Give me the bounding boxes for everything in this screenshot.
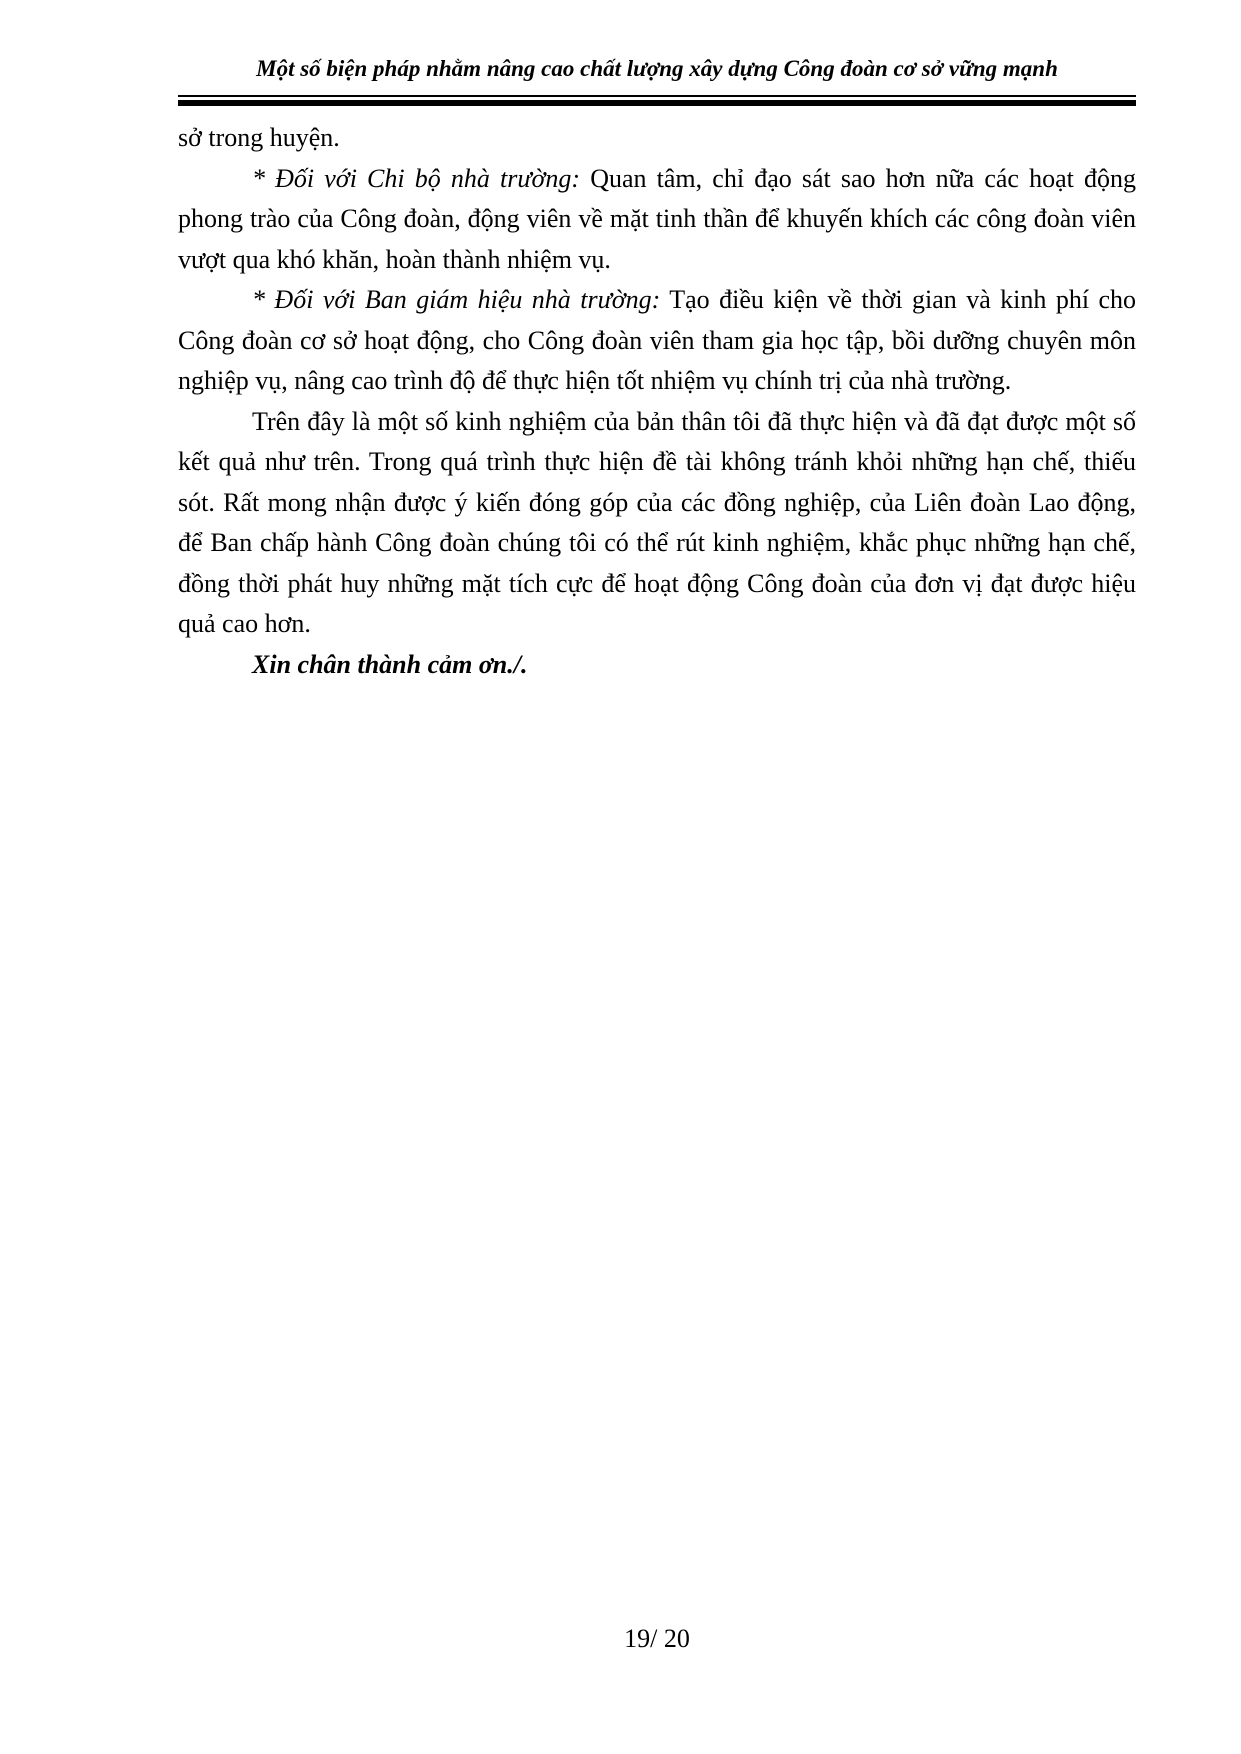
paragraph-chi-bo-text: Quan tâm, chỉ đạo sát sao hơn nữa các hoạt động phong trào của Công đoàn, động viên về mặt tinh thần để khuyến khích các công đoàn viên vượt qua khó khăn, hoàn thành nhiệm vụ. (178, 163, 1136, 274)
page-number: 19/ 20 (624, 1624, 690, 1653)
paragraph-chi-bo (178, 159, 1136, 281)
document-body (178, 118, 1136, 685)
paragraph-ban-giam-hieu-lead: * Đối với Ban giám hiệu nhà trường: (252, 285, 661, 314)
header-rule-thick (178, 100, 1136, 106)
paragraph-chi-bo-lead: * Đối với Chi bộ nhà trường: (252, 163, 581, 193)
conclusion-paragraph: Trên đây là một số kinh nghiệm của bản thân tôi đã thực hiện và đã đạt được một số kết quả như trên. Trong quá trình thực hiện đề tài không tránh khỏi những hạn chế, thiếu sót. Rất mong nhận được ý kiến đóng góp của các đồng nghiệp, của Liên đoàn Lao động, để Ban chấp hành Công đoàn chúng tôi có thể rút kinh nghiệm, khắc phục những hạn chế, đồng thời phát huy những mặt tích cực để hoạt động Công đoàn của đơn vị đạt được hiệu quả cao hơn. (178, 406, 1136, 638)
paragraph-ban-giam-hieu (178, 280, 1136, 402)
paragraph-ban-giam-hieu-text: Tạo điều kiện về thời gian và kinh phí cho Công đoàn cơ sở hoạt động, cho Công đoàn viên tham gia học tập, bồi dưỡng chuyên môn nghiệp vụ, nâng cao trình độ để thực hiện tốt nhiệm vụ chính trị của nhà trường. (178, 285, 1137, 395)
header-rule-thin (178, 95, 1136, 97)
closing-thanks: Xin chân thành cảm ơn./. (252, 649, 528, 679)
running-header: Một số biện pháp nhằm nâng cao chất lượng xây dựng Công đoàn cơ sở vững mạnh (256, 56, 1058, 81)
continuation-line: sở trong huyện. (178, 123, 340, 152)
